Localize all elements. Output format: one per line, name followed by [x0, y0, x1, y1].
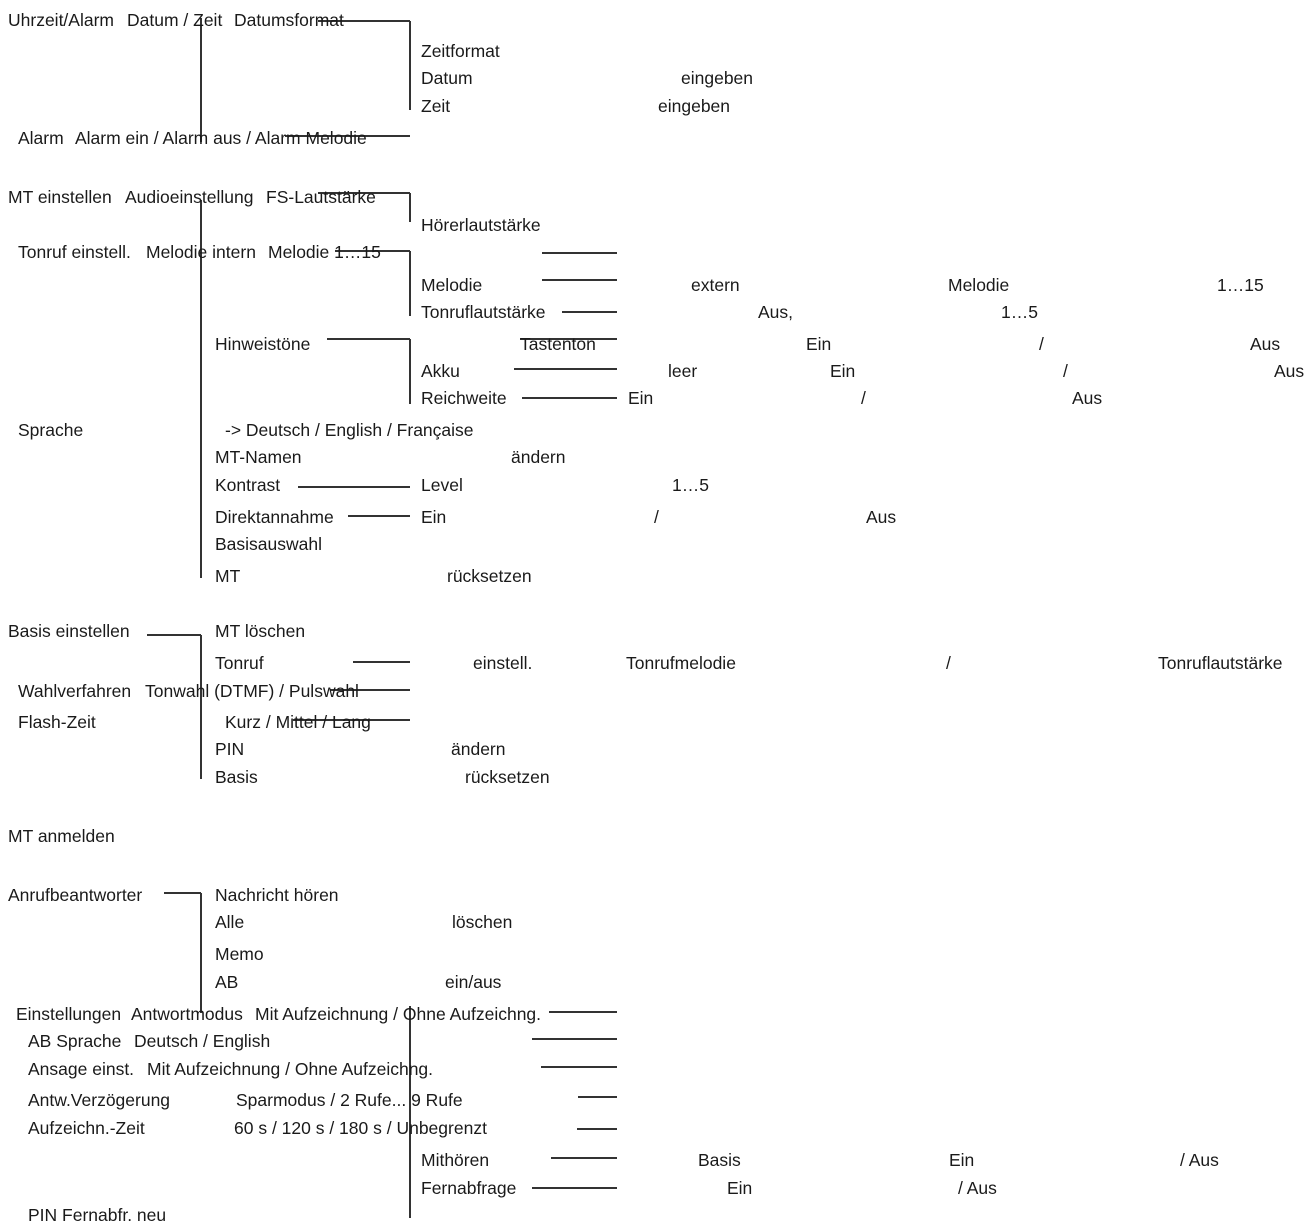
submenu-alarm: Alarm [18, 128, 64, 148]
submenu-basis: Basis [215, 767, 258, 787]
option-datum: Datum [421, 68, 473, 88]
option-zeit: Zeit [421, 96, 451, 116]
menu-anrufbeantworter: Anrufbeantworter [8, 885, 143, 905]
value-einstell: einstell. [473, 653, 533, 673]
value-aus: Aus, [758, 302, 794, 322]
submenu-pin: PIN [215, 739, 245, 759]
value-aufzeichn-zeit: 60 s / 120 s / 180 s / Unbegrenzt [234, 1118, 487, 1138]
submenu-tonruf-einstell: Tonruf einstell. [18, 242, 131, 262]
submenu-direktannahme: Direktannahme [215, 507, 334, 527]
value-ein: Ein [830, 361, 856, 381]
value-ruecksetzen: rücksetzen [465, 767, 550, 787]
separator: / [1039, 334, 1044, 354]
submenu-alle: Alle [215, 912, 245, 932]
value-aus: Aus [1250, 334, 1281, 354]
value-aendern: ändern [451, 739, 506, 759]
submenu-memo: Memo [215, 944, 264, 964]
value-aus: Aus [866, 507, 897, 527]
value-melodie-range: Melodie 1…15 [268, 242, 381, 262]
value-range: 1…5 [672, 475, 709, 495]
value-extern: extern [691, 275, 740, 295]
option-datumsformat: Datumsformat [234, 10, 344, 30]
value-melodie: Melodie [948, 275, 1010, 295]
value-ein: Ein [949, 1150, 975, 1170]
value-languages: -> Deutsch / English / Française [225, 420, 474, 440]
value-ein: Ein [421, 507, 447, 527]
option-ansage-einst: Ansage einst. [28, 1059, 135, 1079]
value-aendern: ändern [511, 447, 566, 467]
value-loeschen: löschen [452, 912, 513, 932]
value-flash-zeit: Kurz / Mittel / Lang [225, 712, 371, 732]
submenu-flash-zeit: Flash-Zeit [18, 712, 96, 732]
value-antwortmodus: Mit Aufzeichnung / Ohne Aufzeichng. [255, 1004, 542, 1024]
value-range: 1…5 [1001, 302, 1038, 322]
menu-mt-anmelden: MT anmelden [8, 826, 115, 846]
option-melodie-intern: Melodie intern [146, 242, 256, 262]
option-antwortmodus: Antwortmodus [131, 1004, 243, 1024]
value-ab-sprache: Deutsch / English [134, 1031, 271, 1051]
value-tonruflautstaerke: Tonruflautstärke [1158, 653, 1283, 673]
submenu-ab: AB [215, 972, 239, 992]
option-alarm-settings: Alarm ein / Alarm aus / Alarm Melodie [75, 128, 367, 148]
option-fernabfrage: Fernabfrage [421, 1178, 517, 1198]
submenu-datum-zeit: Datum / Zeit [127, 10, 223, 30]
menu-basis-einstellen: Basis einstellen [8, 621, 130, 641]
option-akku: Akku [421, 361, 460, 381]
submenu-tonruf: Tonruf [215, 653, 264, 673]
separator: / [654, 507, 659, 527]
value-leer: leer [668, 361, 698, 381]
option-tonruflautstaerke: Tonruflautstärke [421, 302, 546, 322]
value-ansage: Mit Aufzeichnung / Ohne Aufzeichng. [147, 1059, 434, 1079]
option-mithoeren: Mithören [421, 1150, 490, 1170]
value-wahlverfahren: Tonwahl (DTMF) / Pulswahl [145, 681, 359, 701]
option-antw-verzoegerung: Antw.Verzögerung [28, 1090, 171, 1110]
option-zeitformat: Zeitformat [421, 41, 500, 61]
option-hoererlautstaerke: Hörerlautstärke [421, 215, 541, 235]
submenu-audioeinstellung: Audioeinstellung [125, 187, 254, 207]
option-reichweite: Reichweite [421, 388, 507, 408]
value-ruecksetzen: rücksetzen [447, 566, 532, 586]
value-aus: Aus [1072, 388, 1103, 408]
submenu-sprache: Sprache [18, 420, 84, 440]
option-aufzeichn-zeit: Aufzeichn.-Zeit [28, 1118, 145, 1138]
submenu-kontrast: Kontrast [215, 475, 281, 495]
value-antw-verzoegerung: Sparmodus / 2 Rufe... 9 Rufe [236, 1090, 463, 1110]
value-tonrufmelodie: Tonrufmelodie [626, 653, 736, 673]
option-pin-fernabfr-neu: PIN Fernabfr. neu [28, 1205, 167, 1225]
option-level: Level [421, 475, 463, 495]
separator: / [946, 653, 951, 673]
value-aus: Aus [1274, 361, 1305, 381]
submenu-nachricht-hoeren: Nachricht hören [215, 885, 339, 905]
option-ab-sprache: AB Sprache [28, 1031, 122, 1051]
value-ein-aus: ein/aus [445, 972, 502, 992]
submenu-hinweistoene: Hinweistöne [215, 334, 311, 354]
value-ein: Ein [628, 388, 654, 408]
value-eingeben: eingeben [658, 96, 731, 116]
separator: / [861, 388, 866, 408]
submenu-mt: MT [215, 566, 241, 586]
value-eingeben: eingeben [681, 68, 754, 88]
menu-mt-einstellen: MT einstellen [8, 187, 112, 207]
value-range: 1…15 [1217, 275, 1264, 295]
option-tastenton: Tastenton [520, 334, 596, 354]
menu-uhrzeit-alarm: Uhrzeit/Alarm [8, 10, 114, 30]
submenu-mt-namen: MT-Namen [215, 447, 302, 467]
submenu-mt-loeschen: MT löschen [215, 621, 306, 641]
value-aus: / Aus [1180, 1150, 1219, 1170]
submenu-basisauswahl: Basisauswahl [215, 534, 322, 554]
value-basis: Basis [698, 1150, 741, 1170]
separator: / [1063, 361, 1068, 381]
submenu-wahlverfahren: Wahlverfahren [18, 681, 132, 701]
option-fs-lautstaerke: FS-Lautstärke [266, 187, 376, 207]
value-ein: Ein [727, 1178, 753, 1198]
value-ein: Ein [806, 334, 832, 354]
submenu-einstellungen: Einstellungen [16, 1004, 122, 1024]
value-aus: / Aus [958, 1178, 997, 1198]
option-melodie: Melodie [421, 275, 483, 295]
